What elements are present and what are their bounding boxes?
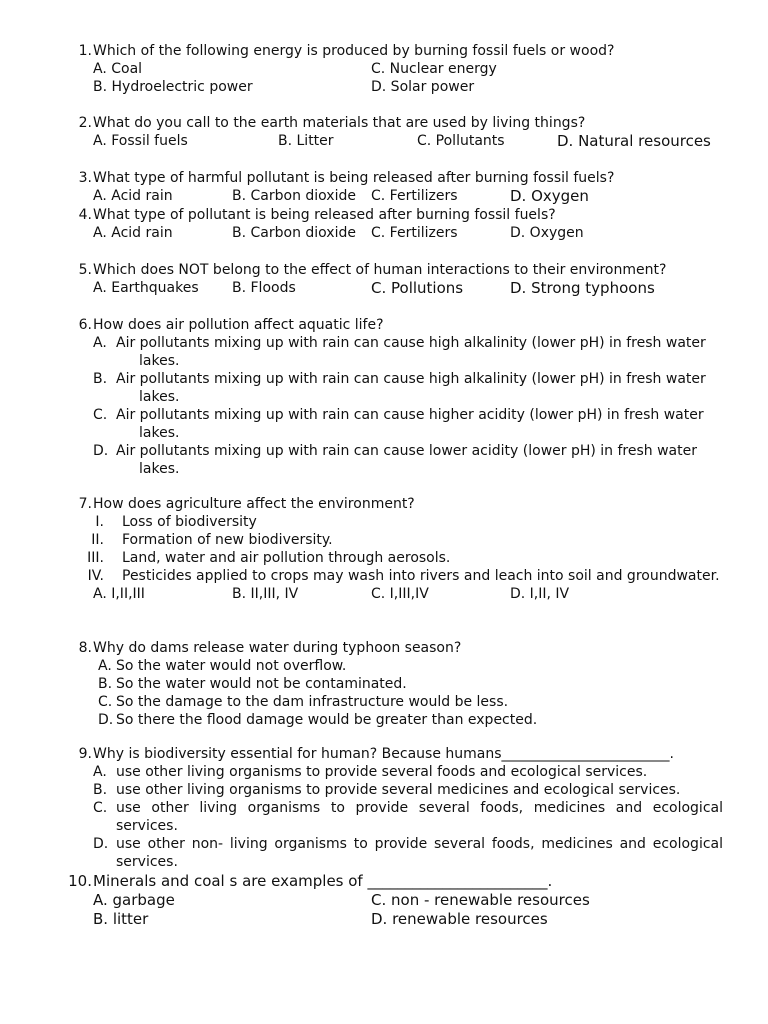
option-c: C. non - renewable resources <box>371 891 590 909</box>
option-a: A. Coal <box>93 61 143 77</box>
question-number: 4. <box>78 207 92 223</box>
option-b <box>68 781 723 799</box>
option-d <box>68 711 723 729</box>
option-a <box>68 657 723 675</box>
option-text-continued: lakes. <box>139 389 180 405</box>
question-8 <box>68 639 723 729</box>
option-text: Air pollutants mixing up with rain can cause high alkalinity (lower pH) in fresh water <box>116 371 706 387</box>
option-d: D. Oxygen <box>510 225 584 241</box>
option-text: use other living organisms to provide several foods and ecological services. <box>116 764 648 780</box>
option-d: D. renewable resources <box>371 910 548 928</box>
option-label: B. <box>93 782 108 798</box>
question-stem: Which of the following energy is produced by burning fossil fuels or wood? <box>93 43 615 59</box>
option-a: A. Earthquakes <box>93 280 199 296</box>
option-text: use other living organisms to provide several foods, medicines and ecological services. <box>116 800 723 834</box>
roman-label: I. <box>95 514 104 530</box>
question-number: 6. <box>78 317 92 333</box>
option-label: C. <box>98 694 113 710</box>
question-number: 10. <box>68 872 92 890</box>
option-text-continued: lakes. <box>139 353 180 369</box>
roman-item-3 <box>68 549 723 567</box>
option-a: A. Fossil fuels <box>93 133 188 149</box>
option-a: A. I,II,III <box>93 586 145 602</box>
option-c: C. Nuclear energy <box>371 61 497 77</box>
option-d: D. Solar power <box>371 79 475 95</box>
option-c <box>68 693 723 711</box>
question-number: 8. <box>78 640 92 656</box>
option-b: B. Litter <box>278 133 334 149</box>
option-label: D. <box>93 836 109 852</box>
option-c: C. Pollutants <box>417 133 505 149</box>
option-text: Air pollutants mixing up with rain can cause high alkalinity (lower pH) in fresh water <box>116 335 706 351</box>
question-6 <box>68 316 723 478</box>
option-text: So the water would not be contaminated. <box>116 676 407 692</box>
option-c: C. Fertilizers <box>371 188 458 204</box>
option-d <box>68 835 723 871</box>
roman-label: IV. <box>87 568 104 584</box>
option-c <box>68 406 723 442</box>
question-stem: Minerals and coal s are examples of ________________________. <box>93 872 553 890</box>
roman-text: Formation of new biodiversity. <box>122 532 333 548</box>
question-10 <box>68 872 723 929</box>
option-d: D. Natural resources <box>557 132 711 150</box>
question-stem: Which does NOT belong to the effect of human interactions to their environment? <box>93 262 667 278</box>
option-c <box>68 799 723 835</box>
option-c: C. Pollutions <box>371 279 464 297</box>
option-text-continued: lakes. <box>139 461 180 477</box>
option-b <box>68 370 723 406</box>
roman-label: II. <box>91 532 104 548</box>
question-9 <box>68 745 723 871</box>
option-b: B. Floods <box>232 280 296 296</box>
option-text: use other non- living organisms to provide several foods, medicines and ecological services. <box>116 836 723 870</box>
question-number: 7. <box>78 496 92 512</box>
option-text: So there the flood damage would be greater than expected. <box>116 712 538 728</box>
option-b: B. II,III, IV <box>232 586 299 602</box>
question-7 <box>68 495 723 603</box>
option-label: B. <box>93 371 108 387</box>
option-b: B. litter <box>93 910 149 928</box>
question-stem: Why is biodiversity essential for human? Because humans________________________. <box>93 746 674 762</box>
option-d <box>68 442 723 478</box>
question-2 <box>68 114 723 151</box>
option-a: A. Acid rain <box>93 225 173 241</box>
roman-text: Pesticides applied to crops may wash into rivers and leach into soil and groundwater. <box>122 568 720 584</box>
option-label: D. <box>93 443 109 459</box>
option-c: C. I,III,IV <box>371 586 429 602</box>
question-number: 5. <box>78 262 92 278</box>
roman-item-1 <box>68 513 723 531</box>
option-label: C. <box>93 800 108 816</box>
option-a: A. Acid rain <box>93 188 173 204</box>
question-stem: What type of pollutant is being released after burning fossil fuels? <box>93 207 556 223</box>
option-label: A. <box>93 764 107 780</box>
question-stem: What do you call to the earth materials that are used by living things? <box>93 115 586 131</box>
option-label: D. <box>98 712 114 728</box>
question-stem: How does agriculture affect the environment? <box>93 496 415 512</box>
option-a: A. garbage <box>93 891 175 909</box>
question-stem: Why do dams release water during typhoon season? <box>93 640 462 656</box>
question-number: 9. <box>78 746 92 762</box>
option-a <box>68 763 723 781</box>
option-text: Air pollutants mixing up with rain can cause lower acidity (lower pH) in fresh water <box>116 443 697 459</box>
question-stem: How does air pollution affect aquatic life? <box>93 317 384 333</box>
question-4 <box>68 206 723 242</box>
option-a <box>68 334 723 370</box>
option-text-continued: lakes. <box>139 425 180 441</box>
question-5 <box>68 261 723 298</box>
option-b <box>68 675 723 693</box>
option-text: So the damage to the dam infrastructure would be less. <box>116 694 509 710</box>
roman-item-4 <box>68 567 723 585</box>
option-label: A. <box>93 335 107 351</box>
question-1 <box>68 42 723 96</box>
option-text: Air pollutants mixing up with rain can cause higher acidity (lower pH) in fresh water <box>116 407 704 423</box>
option-b: B. Carbon dioxide <box>232 225 356 241</box>
roman-item-2 <box>68 531 723 549</box>
roman-label: III. <box>87 550 104 566</box>
option-b: B. Carbon dioxide <box>232 188 356 204</box>
option-b: B. Hydroelectric power <box>93 79 253 95</box>
option-text: So the water would not overflow. <box>116 658 347 674</box>
option-text: use other living organisms to provide several medicines and ecological services. <box>116 782 681 798</box>
option-label: C. <box>93 407 108 423</box>
roman-text: Land, water and air pollution through aerosols. <box>122 550 451 566</box>
question-stem: What type of harmful pollutant is being released after burning fossil fuels? <box>93 170 615 186</box>
question-number: 2. <box>78 115 92 131</box>
option-label: A. <box>98 658 112 674</box>
question-number: 1. <box>78 43 92 59</box>
question-3 <box>68 169 723 206</box>
option-c: C. Fertilizers <box>371 225 458 241</box>
option-d: D. Strong typhoons <box>510 279 655 297</box>
question-number: 3. <box>78 170 92 186</box>
option-d: D. I,II, IV <box>510 586 570 602</box>
roman-text: Loss of biodiversity <box>122 514 257 530</box>
option-label: B. <box>98 676 113 692</box>
option-d: D. Oxygen <box>510 187 589 205</box>
